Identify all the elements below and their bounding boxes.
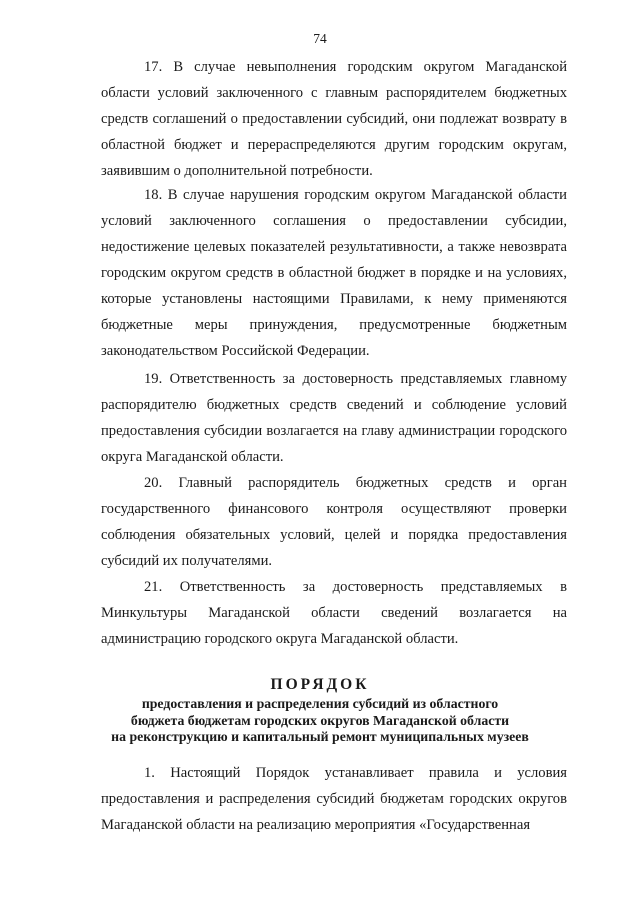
clause-20-text: 20. Главный распорядитель бюджетных средств и орган государственного финансового контроля осуществляют проверки соблюдения обязательных условий, целей и порядка предоставления субсидий их получателями. (101, 475, 567, 569)
order-subheading-line: предоставления и распределения субсидий из областного (141, 696, 499, 711)
page-number: 74 (313, 31, 327, 46)
clause-21 (101, 574, 567, 652)
clause-17 (101, 54, 567, 184)
clause-21-text: 21. Ответственность за достоверность представляемых в Минкультуры Магаданской области сведений возлагается на администрацию городского округа Магаданской области. (101, 579, 567, 647)
order-clause-1-text: 1. Настоящий Порядок устанавливает правила и условия предоставления и распределения субсидий бюджетам городских округов Магаданской области на реализацию мероприятия «Государственная (101, 765, 567, 833)
clause-19-text: 19. Ответственность за достоверность представляемых главному распорядителю бюджетных средств сведений и соблюдение условий предоставления субсидии возлагается на главу администрации городского округа Магаданской области. (101, 371, 567, 465)
order-subheading-line: бюджета бюджетам городских округов Магаданской области (130, 712, 510, 728)
order-subheading (90, 696, 550, 746)
order-heading: ПОРЯДОК (270, 676, 370, 693)
clause-18 (101, 182, 567, 364)
clause-18-text: 18. В случае нарушения городским округом Магаданской области условий заключенного соглашения о предоставлении субсидии, недостижение целевых показателей результативности, а также невозврата городским округом средств в областной бюджет в порядке и на условиях, которые установлены настоящими Правилами, к нему применяются бюджетные меры принуждения, предусмотренные бюджетным законодательством Российской Федерации. (101, 187, 567, 359)
order-subheading-line: на реконструкцию и капитальный ремонт муниципальных музеев (111, 729, 529, 744)
clause-17-text: 17. В случае невыполнения городским округом Магаданской области условий заключенного с главным распорядителем бюджетных средств соглашений о предоставлении субсидий, они подлежат возврату в областной бюджет и перераспределяются другим городским округам, заявившим о дополнительной потребности. (101, 59, 567, 179)
order-clause-1 (101, 760, 567, 838)
clause-20 (101, 470, 567, 574)
clause-19 (101, 366, 567, 470)
